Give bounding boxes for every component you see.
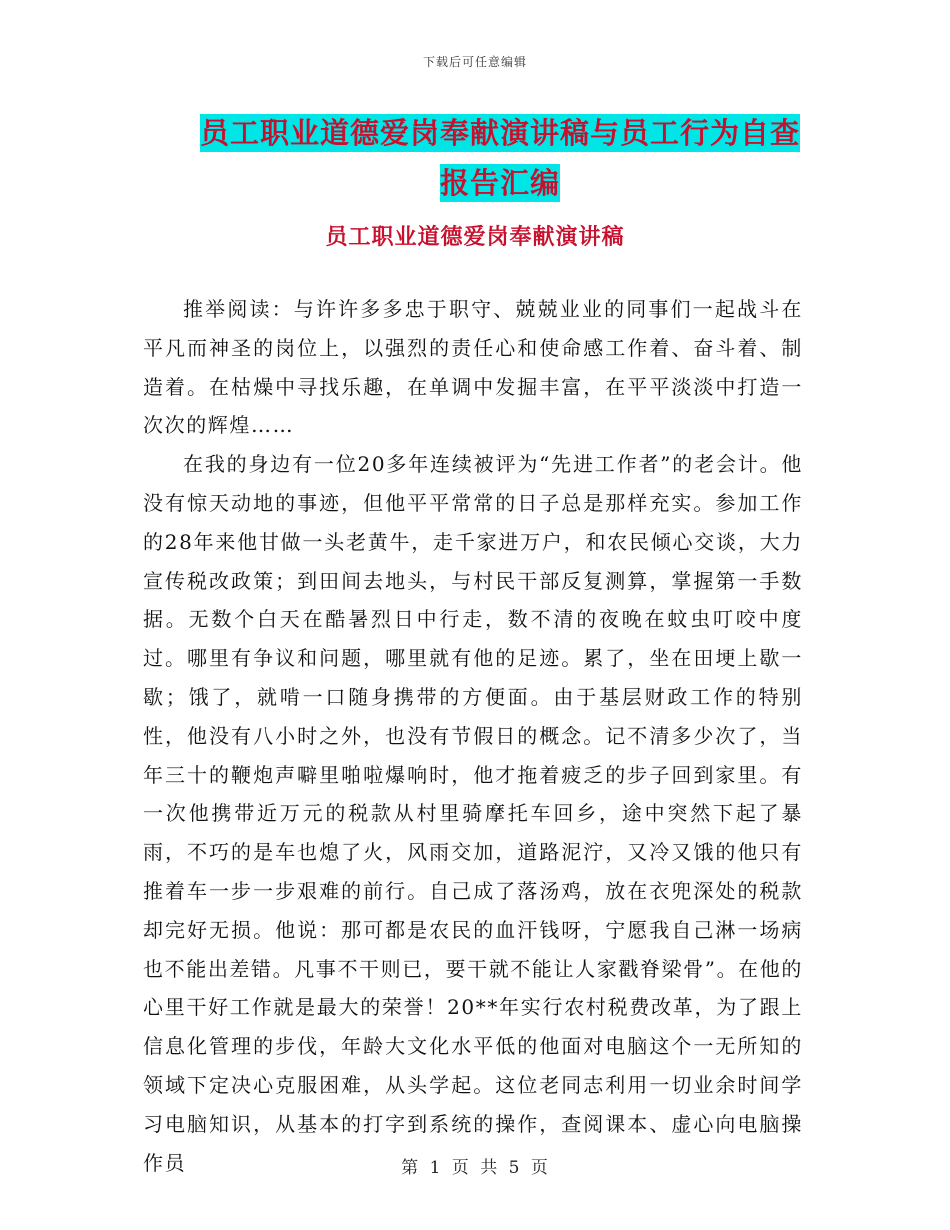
paragraph: 在我的身边有一位20多年连续被评为“先进工作者”的老会计。他没有惊天动地的事迹，但他平平常常的日子总是那样充实。参加工作的28年来他甘做一头老黄牛，走千家进万户，和农民倾心交谈，大力宣传税改政策；到田间去地头，与村民干部反复测算，掌握第一手数据。无数个白天在酷暑烈日中行走，数不清的夜晚在蚊虫叮咬中度过。哪里有争议和问题，哪里就有他的足迹。累了，坐在田埂上歇一歇；饿了，就啃一口随身携带的方便面。由于基层财政工作的特别性，他没有八小时之外，也没有节假日的概念。记不清多少次了，当年三十的鞭炮声噼里啪啦爆响时，他才拖着疲乏的步子回到家里。有一次他携带近万元的税款从村里骑摩托车回乡，途中突然下起了暴雨，不巧的是车也熄了火，风雨交加，道路泥泞，又冷又饿的他只有推着车一步一步艰难的前行。自己成了落汤鸡，放在衣兜深处的税款却完好无损。他说：那可都是农民的血汗钱呀，宁愿我自己淋一场病也不能出差错。凡事不干则已，要干就不能让人家戳脊梁骨”。在他的心里干好工作就是最大的荣誉！20**年实行农村税费改革，为了跟上信息化管理的步伐，年龄大文化水平低的他面对电脑这个一无所知的领域下定决心克服困难，从头学起。这位老同志利用一切业余时间学习电脑知识，从基本的打字到系统的操作，查阅课本、虚心向电脑操作员	[143, 452, 803, 1175]
page-footer: 第 1 页 共 5 页	[401, 1158, 549, 1178]
page-header-note: 下载后可任意编辑	[422, 55, 527, 69]
document-body	[143, 290, 803, 1182]
document-title-text: 员工职业道德爱岗奉献演讲稿与员工行为自查报告汇编	[199, 116, 800, 200]
document-title	[190, 108, 810, 208]
section-heading: 员工职业道德爱岗奉献演讲稿	[325, 224, 625, 250]
paragraph: 推举阅读：与许许多多忠于职守、兢兢业业的同事们一起战斗在平凡而神圣的岗位上，以强烈的责任心和使命感工作着、奋斗着、制造着。在枯燥中寻找乐趣，在单调中发掘丰富，在平平淡淡中打造一次次的辉煌……	[143, 297, 803, 438]
